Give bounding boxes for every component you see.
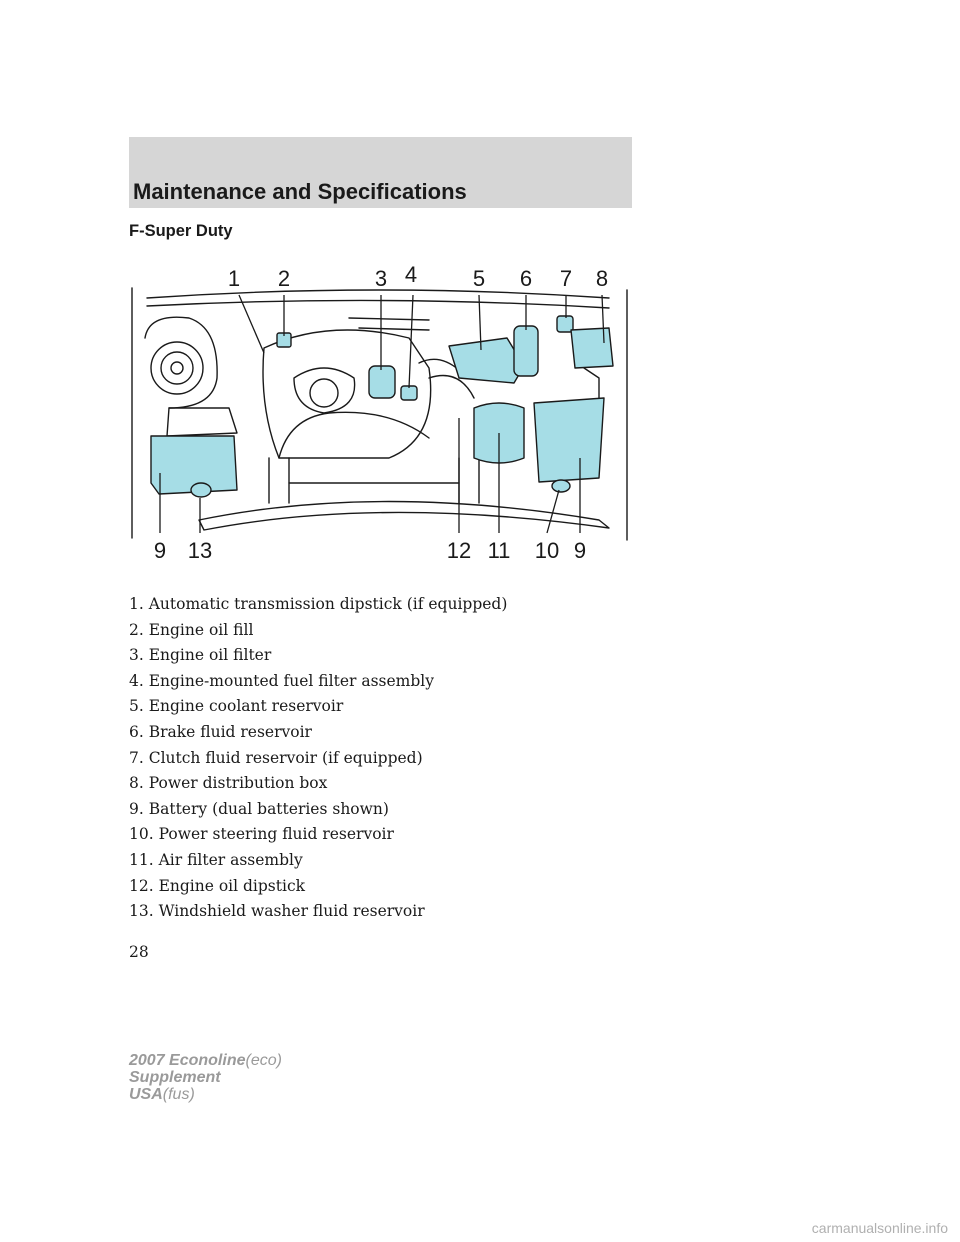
callout-13: 13 [187, 538, 213, 563]
callout-9-left: 9 [153, 538, 167, 563]
callout-6: 6 [519, 266, 533, 291]
footer-supplement: Supplement [129, 1069, 221, 1086]
footer-market: USA [129, 1086, 163, 1103]
document-footer [129, 1052, 282, 1103]
legend-item: 13. Windshield washer fluid reservoir [129, 902, 425, 921]
brake-reservoir [514, 326, 538, 376]
callout-9-right: 9 [573, 538, 587, 563]
callout-7: 7 [559, 266, 573, 291]
section-title: F-Super Duty [129, 222, 233, 240]
legend-item: 1. Automatic transmission dipstick (if equipped) [129, 595, 508, 613]
legend-item: 2. Engine oil fill [129, 620, 254, 639]
legend-item: 7. Clutch fluid reservoir (if equipped) [129, 748, 423, 767]
engine-compartment-diagram [129, 258, 632, 574]
coolant-reservoir [449, 338, 524, 383]
legend-item: 9. Battery (dual batteries shown) [129, 799, 389, 818]
legend-item: 5. Engine coolant reservoir [129, 697, 344, 716]
power-distribution-box [571, 328, 613, 368]
legend-item: 4. Engine-mounted fuel filter assembly [129, 671, 434, 690]
callout-1: 1 [227, 266, 241, 291]
washer-reservoir [191, 483, 211, 497]
legend-item: 6. Brake fluid reservoir [129, 722, 312, 741]
legend-item: 11. Air filter assembly [129, 850, 303, 869]
watermark: carmanualsonline.info [811, 1220, 948, 1236]
footer-model-code: (eco) [245, 1052, 282, 1069]
hood-edge [147, 290, 609, 298]
footer-market-code: (fus) [162, 1086, 195, 1103]
callout-4: 4 [404, 262, 418, 287]
callout-11: 11 [487, 538, 511, 563]
power-steering-reservoir [552, 480, 570, 492]
component-legend [129, 592, 507, 925]
legend-item: 3. Engine oil filter [129, 646, 272, 665]
oil-filter [369, 366, 395, 398]
callout-12: 12 [446, 538, 472, 563]
radiator-support [199, 502, 609, 531]
page-number: 28 [129, 943, 149, 961]
fan-hub [151, 342, 203, 394]
callout-3: 3 [374, 266, 388, 291]
page-title: Maintenance and Specifications [133, 179, 467, 204]
legend-item: 10. Power steering fluid reservoir [129, 825, 394, 844]
legend-item: 12. Engine oil dipstick [129, 876, 306, 895]
fuel-filter [401, 386, 417, 400]
callout-5: 5 [472, 266, 486, 291]
battery-right [534, 398, 604, 482]
callout-2: 2 [277, 266, 291, 291]
legend-item: 8. Power distribution box [129, 774, 328, 793]
callout-8: 8 [595, 266, 609, 291]
callout-10: 10 [534, 538, 560, 563]
footer-model: 2007 Econoline [129, 1052, 246, 1069]
